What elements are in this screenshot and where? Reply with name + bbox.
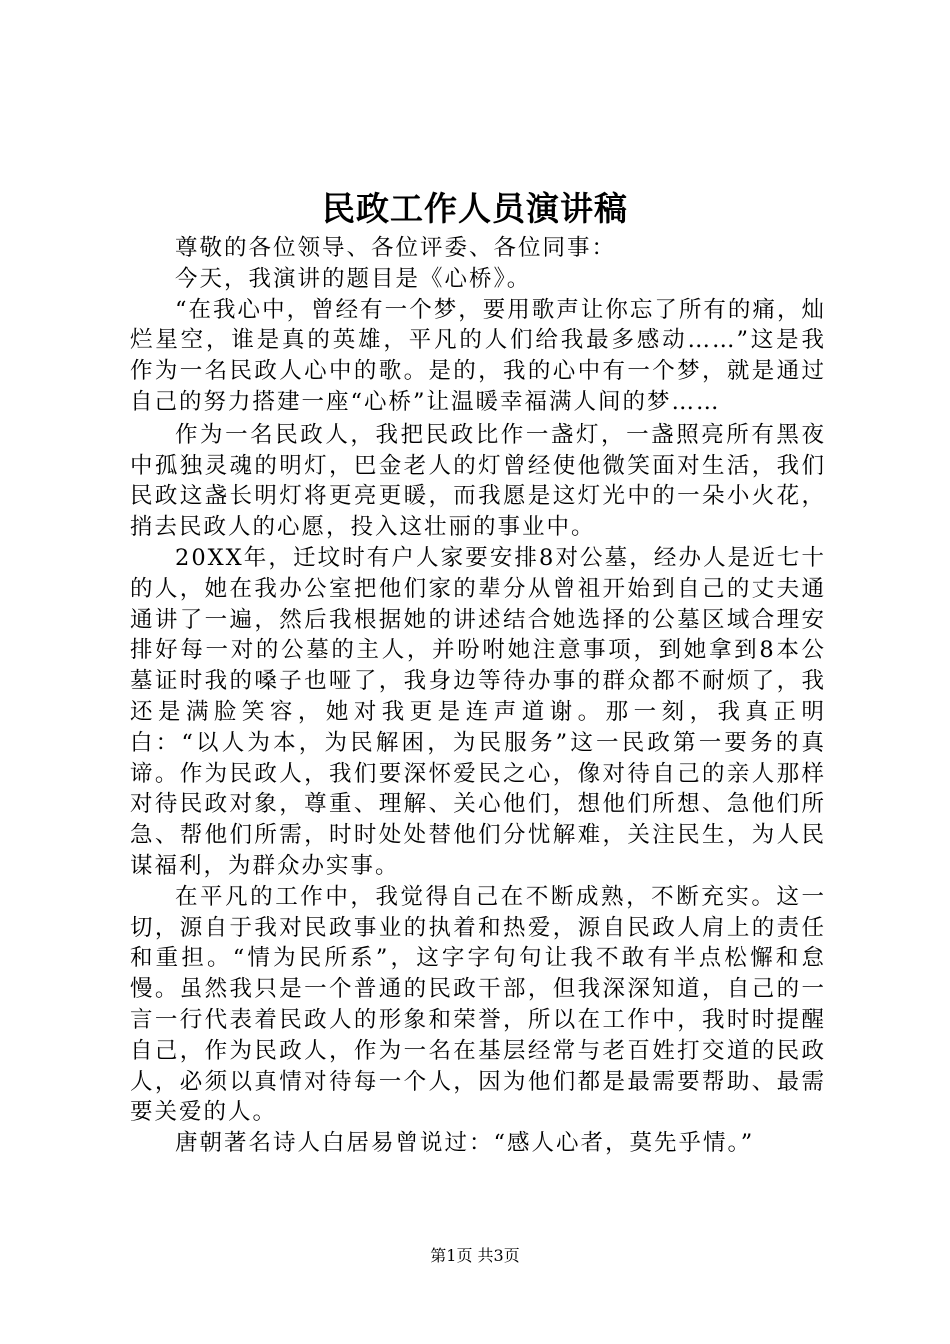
paragraph-cemetery: 20XX年，迁坟时有户人家要安排8对公墓，经办人是近七十的人，她在我办公室把他们家的辈分从曾祖开始到自己的丈夫通通讲了一遍，然后我根据她的讲述结合她选择的公墓区域合理安排好每一对的公墓的主人，并吩咐她注意事项，到她拿到8本公墓证时我的嗓子也哑了，我身边等待办事的群众都不耐烦了，我还是满脸笑容，她对我更是连声道谢。那一刻，我真正明白：“以人为本，为民解困，为民服务”这一民政第一要务的真谛。作为民政人，我们要深怀爱民之心，像对待自己的亲人那样对待民政对象，尊重、理解、关心他们，想他们所想、急他们所急、帮他们所需，时时处处替他们分忧解难，关注民生，为人民谋福利，为群众办实事。	[130, 544, 826, 879]
document-title: 民政工作人员演讲稿	[322, 189, 628, 228]
paragraph-quote: 唐朝著名诗人白居易曾说过：“感人心者，莫先乎情。”	[175, 1130, 755, 1157]
paragraph-growth: 在平凡的工作中，我觉得自己在不断成熟，不断充实。这一切，源自于我对民政事业的执着和热爱，源自民政人肩上的责任和重担。“情为民所系”，这字字句句让我不敢有半点松懈和怠慢。虽然我只是一个普通的民政干部，但我深深知道，自己的一言一行代表着民政人的形象和荣誉，所以在工作中，我时时提醒自己，作为民政人，作为一名在基层经常与老百姓打交道的民政人，必须以真情对待每一个人，因为他们都是最需要帮助、最需要关爱的人。	[130, 883, 826, 1126]
page-number: 第1页 共3页	[430, 1246, 520, 1265]
paragraph-topic: 今天，我演讲的题目是《心桥》。	[175, 265, 532, 292]
paragraph-song: “在我心中，曾经有一个梦，要用歌声让你忘了所有的痛，灿烂星空，谁是真的英雄，平凡的人们给我最多感动……”这是我作为一名民政人心中的歌。是的，我的心中有一个梦，就是通过自己的努力搭建一座“心桥”让温暖幸福满人间的梦……	[130, 296, 826, 415]
document-body	[130, 233, 826, 1159]
paragraph-salutation: 尊敬的各位领导、各位评委、各位同事：	[175, 235, 617, 261]
paragraph-lamp: 作为一名民政人，我把民政比作一盏灯，一盏照亮所有黑夜中孤独灵魂的明灯，巴金老人的灯曾经使他微笑面对生活，我们民政这盏长明灯将更亮更暖，而我愿是这灯光中的一朵小火花，捎去民政人的心愿，投入这壮丽的事业中。	[130, 421, 826, 541]
